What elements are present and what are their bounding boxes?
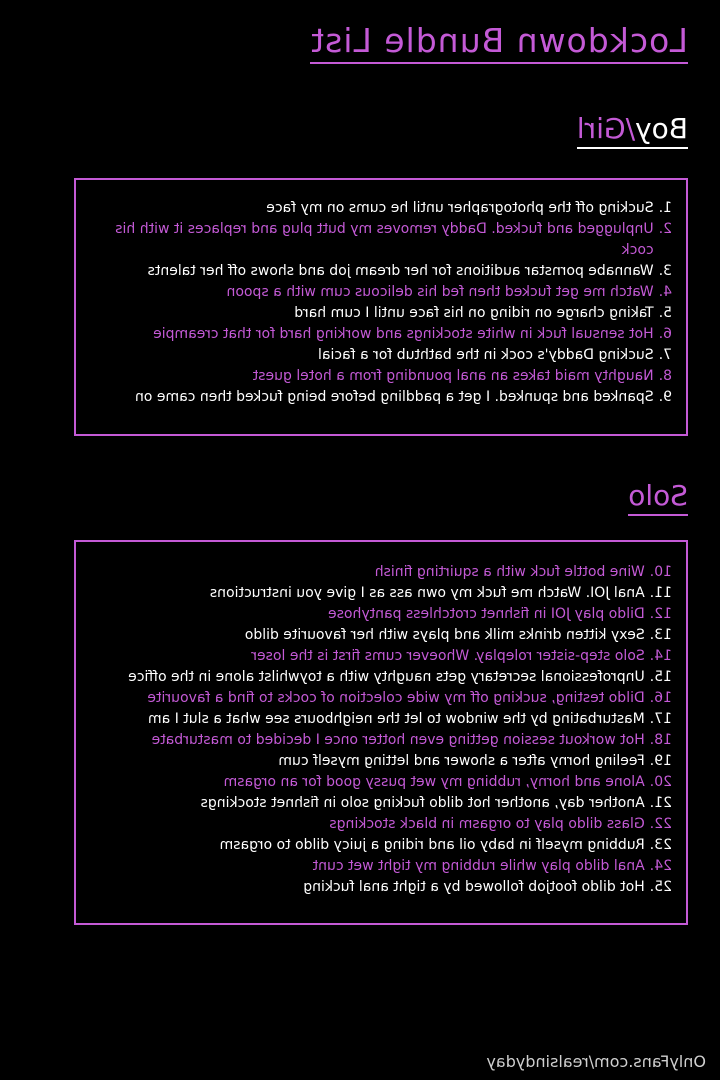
list-item-text: Alone and horny, rubbing my wet pussy good for an orgasm	[223, 774, 645, 790]
list-item	[90, 856, 672, 877]
list-item-number: 2.	[658, 221, 672, 237]
list-item	[90, 324, 672, 345]
list-item-number: 25.	[649, 879, 672, 895]
list-item-text: Sucking Daddy's cock in the bathtub for a facial	[317, 347, 654, 363]
list-item-text: Naughty maid takes an anal pounding from a hotel guest	[252, 368, 654, 384]
list-item-text: Watch me get fucked then fed his delicous cum with a spoon	[226, 284, 654, 300]
page-title: Lockdown Bundle List	[310, 22, 688, 64]
list-item-number: 6.	[658, 326, 672, 342]
section-title-solo: Solo	[628, 480, 688, 516]
list-item	[90, 667, 672, 688]
list-item-number: 23.	[649, 837, 672, 853]
list-item-text: Sexy kitten drinks milk and plays with her favourite dildo	[244, 627, 645, 643]
list-item-number: 20.	[649, 774, 672, 790]
list-item	[90, 366, 672, 387]
list-item-number: 18.	[649, 732, 672, 748]
list-item-number: 15.	[649, 669, 672, 685]
list-item-text: Solo step-sister roleplay. Whoever cums first is the loser	[251, 648, 645, 664]
list-item-number: 4.	[658, 284, 672, 300]
list-item	[90, 282, 672, 303]
list-item	[90, 387, 672, 408]
list-item-number: 11.	[649, 585, 672, 601]
list-item	[90, 646, 672, 667]
list-item-text: Unprofessional secretary gets naughty with a toywhilst alone in the office	[128, 669, 645, 685]
list-item-number: 16.	[649, 690, 672, 706]
list-item	[90, 583, 672, 604]
list-item-number: 17.	[649, 711, 672, 727]
list-item	[90, 793, 672, 814]
list-item-number: 5.	[658, 305, 672, 321]
list-item	[90, 730, 672, 751]
list-item-text: Dildo testing, sucking off my wide colection of cocks to find a favourite	[147, 690, 645, 706]
list-item-text: Wine bottle fuck with a squirting finish	[374, 564, 645, 580]
list-item-number: 19.	[649, 753, 672, 769]
list-item-text: Unplugged and fucked. Daddy removes my butt plug and replaces it with his cock	[115, 221, 654, 258]
list-item-text: Anal dildo play while rubbing my tight wet cunt	[312, 858, 645, 874]
list-item	[90, 709, 672, 730]
list-item-number: 13.	[649, 627, 672, 643]
list-item-number: 10.	[649, 564, 672, 580]
list-item-number: 3.	[658, 263, 672, 279]
list-item	[90, 261, 672, 282]
list-item	[90, 219, 672, 261]
list-item-number: 12.	[649, 606, 672, 622]
list-item-number: 7.	[658, 347, 672, 363]
list-item-text: Feeling horny after a shower and letting myself cum	[278, 753, 645, 769]
list-item	[90, 625, 672, 646]
section-title-boy-girl	[577, 113, 688, 149]
list-item	[90, 562, 672, 583]
list-item-text: Rubbing myself in baby oil and riding a juicy dildo to orgasm	[219, 837, 645, 853]
list-item-number: 22.	[649, 816, 672, 832]
solo-list	[90, 562, 672, 898]
list-item-text: Sucking off the photographer until he cums on my face	[266, 200, 654, 216]
list-item-number: 24.	[649, 858, 672, 874]
list-item-text: Another day, another hot dildo fucking solo in fishnet stockings	[200, 795, 645, 811]
list-item	[90, 688, 672, 709]
list-item-number: 14.	[649, 648, 672, 664]
list-item-text: Hot workout session getting even hotter once I decided to masturbate	[151, 732, 645, 748]
list-item-text: Anal JOI. Watch me fuck my own ass as I give you instructions	[209, 585, 645, 601]
footer-url: OnlyFans.com/realsindyday	[486, 1052, 706, 1071]
list-item-text: Spanked and spunked. I get a paddling before being fucked then came on	[134, 389, 654, 405]
list-item-text: Taking charge on riding on his face until I cum hard	[294, 305, 654, 321]
boy-girl-list	[90, 198, 672, 408]
list-item-number: 21.	[649, 795, 672, 811]
list-item-text: Hot dildo footjob followed by a tight anal fucking	[303, 879, 645, 895]
list-item	[90, 604, 672, 625]
list-item-number: 8.	[658, 368, 672, 384]
list-item	[90, 814, 672, 835]
list-item	[90, 877, 672, 898]
list-item	[90, 303, 672, 324]
solo-list-box	[74, 540, 688, 925]
list-item-text: Masturbating by the window to let the neighbours see what a slut I am	[148, 711, 645, 727]
list-item	[90, 198, 672, 219]
boy-girl-list-box	[74, 178, 688, 436]
list-item	[90, 345, 672, 366]
list-item	[90, 835, 672, 856]
list-item-text: Wannabe pornstar auditions for her dream job and shows off her talents	[147, 263, 654, 279]
list-item-text: Glass dildo play to orgasm in black stockings	[329, 816, 645, 832]
list-item-text: Dildo play JOI in fishnet crotchless pantyhose	[328, 606, 645, 622]
list-item	[90, 751, 672, 772]
list-item	[90, 772, 672, 793]
list-item-number: 1.	[658, 200, 672, 216]
section-title-part-boy: Boy	[635, 112, 688, 145]
section-title-part-girl: /Girl	[576, 112, 636, 145]
list-item-text: Hot sensual fuck in white stockings and working hard for that creampie	[153, 326, 654, 342]
list-item-number: 9.	[658, 389, 672, 405]
